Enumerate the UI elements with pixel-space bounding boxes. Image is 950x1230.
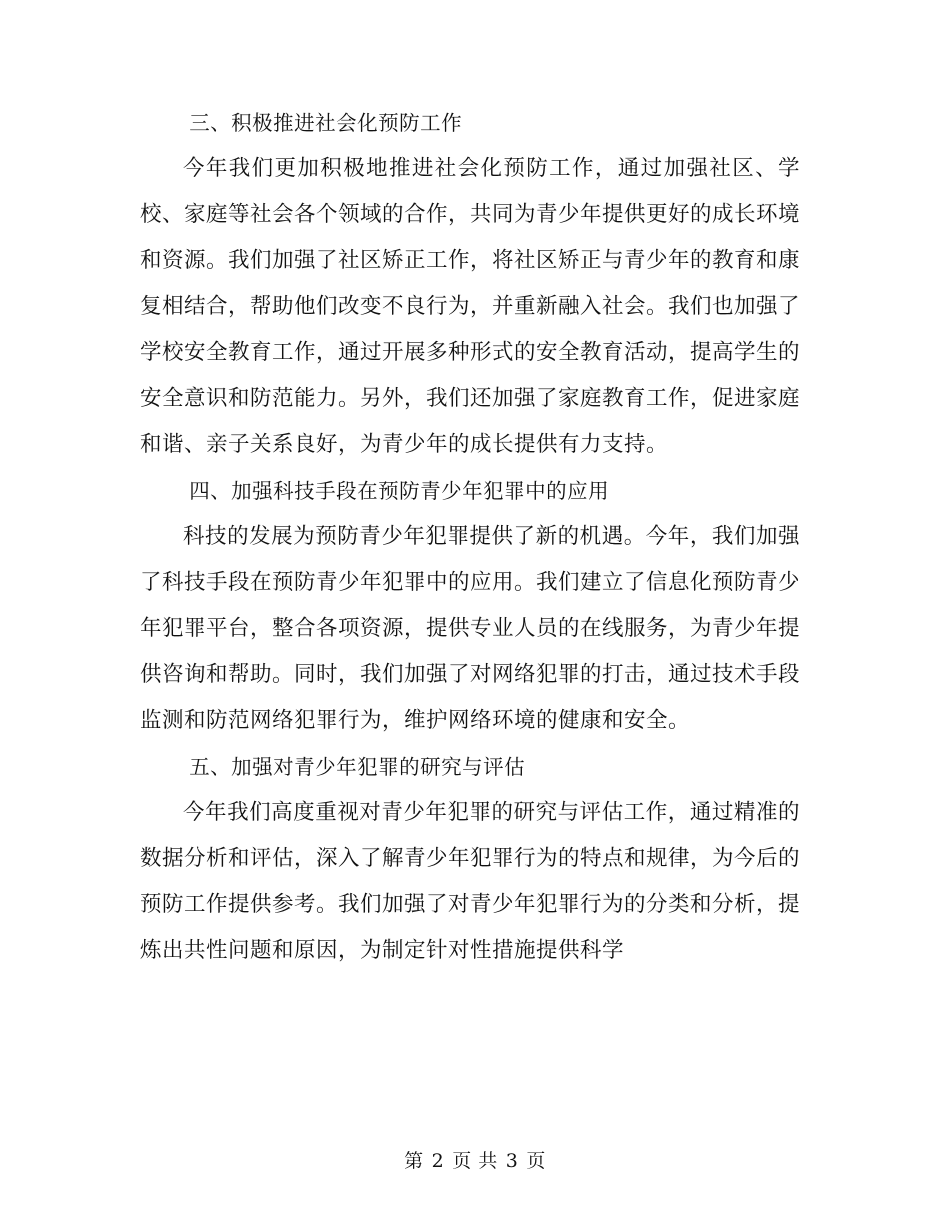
section-paragraph-5: 今年我们高度重视对青少年犯罪的研究与评估工作，通过精准的数据分析和评估，深入了解青少年犯罪行为的特点和规律，为今后的预防工作提供参考。我们加强了对青少年犯罪行为的分类和分析，提炼出共性问题和原因，为制定针对性措施提供科学 [140,800,801,963]
page-footer [0,1146,950,1173]
document-body [140,100,800,974]
section-heading-5: 五、加强对青少年犯罪的研究与评估 [189,755,526,779]
section-paragraph-3: 今年我们更加积极地推进社会化预防工作，通过加强社区、学校、家庭等社会各个领域的合作，共同为青少年提供更好的成长环境和资源。我们加强了社区矫正工作，将社区矫正与青少年的教育和康复相结合，帮助他们改变不良行为，并重新融入社会。我们也加强了学校安全教育工作，通过开展多种形式的安全教育活动，提高学生的安全意识和防范能力。另外，我们还加强了家庭教育工作，促进家庭和谐、亲子关系良好，为青少年的成长提供有力支持。 [140,156,801,457]
footer-prefix: 第 [404,1150,424,1172]
footer-total-pages: 3 [505,1150,519,1172]
section-heading-4: 四、加强科技手段在预防青少年犯罪中的应用 [189,479,610,503]
section-heading-3: 三、积极推进社会化预防工作 [189,111,463,135]
footer-middle: 页 共 [452,1150,498,1172]
footer-suffix: 页 [526,1150,546,1172]
footer-current-page: 2 [431,1150,445,1172]
section-paragraph-4: 科技的发展为预防青少年犯罪提供了新的机遇。今年，我们加强了科技手段在预防青少年犯罪中的应用。我们建立了信息化预防青少年犯罪平台，整合各项资源，提供专业人员的在线服务，为青少年提供咨询和帮助。同时，我们加强了对网络犯罪的打击，通过技术手段监测和防范网络犯罪行为，维护网络环境的健康和安全。 [140,524,801,733]
